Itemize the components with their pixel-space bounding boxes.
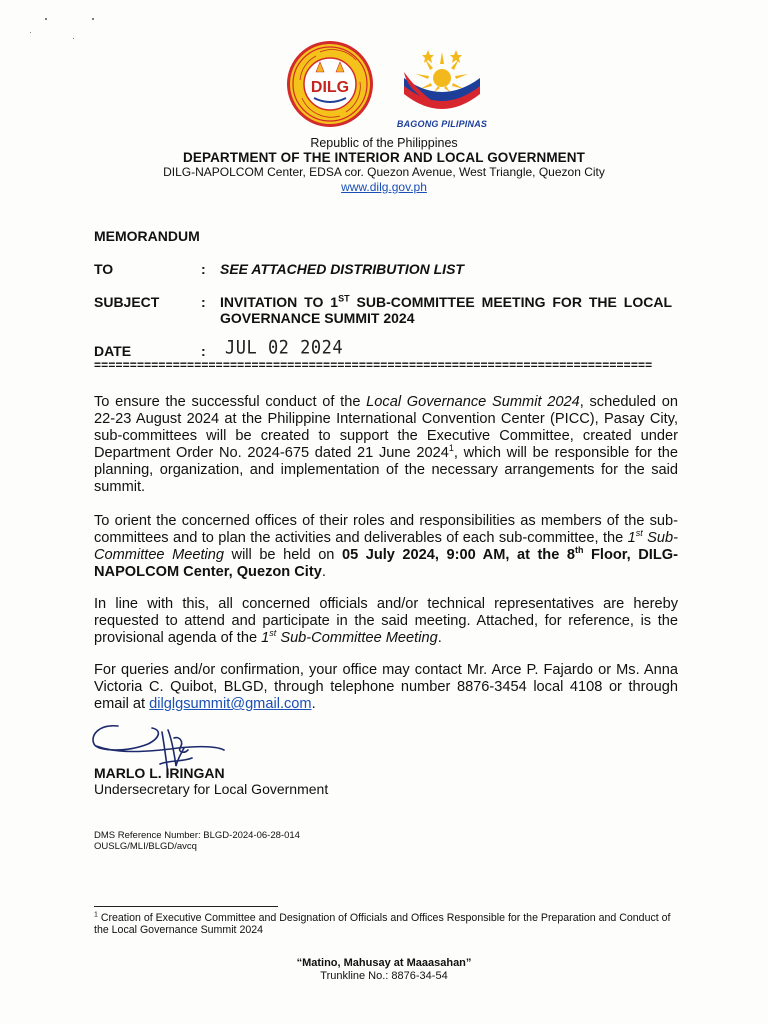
to-value: SEE ATTACHED DISTRIBUTION LIST (220, 261, 464, 277)
date-label: DATE (94, 343, 132, 359)
date-colon: : (201, 343, 206, 359)
dilg-seal-logo (286, 40, 374, 128)
header-separator: ============================================================================== (94, 358, 653, 372)
to-colon: : (201, 261, 206, 277)
p3-meeting-num: 1 (261, 630, 270, 646)
p4-text-c: . (311, 696, 316, 712)
p2-meeting-num: 1 (627, 530, 636, 546)
p3-meeting-name (261, 630, 438, 646)
p1-footnote-ref: 1 (448, 443, 454, 454)
footnote-divider (94, 906, 278, 907)
body-paragraph-2 (94, 513, 678, 581)
p2-text-f: . (321, 564, 326, 580)
document-references (94, 830, 300, 852)
dms-reference-number: DMS Reference Number: BLGD-2024-06-28-014 (94, 830, 300, 841)
p2-schedule-sup: th (574, 545, 584, 556)
subject-colon: : (201, 294, 206, 310)
letterhead-website-link[interactable]: www.dilg.gov.ph (341, 180, 427, 194)
p4-text-a: For queries and/or confirmation, your office may contact Mr. Arce P. Fajardo or Ms. Anna Victoria C. Quibot, BLGD, through telephone number 8876-3454 local 4108 or through email at (94, 662, 678, 712)
letterhead-republic: Republic of the Philippines (310, 136, 458, 150)
date-stamp: JUL 02 2024 (225, 337, 344, 359)
p2-meeting-rest: Sub-Committee Meeting (94, 530, 678, 563)
signatory-name: MARLO L. IRINGAN (94, 765, 225, 781)
office-initials: OUSLG/MLI/BLGD/avcq (94, 841, 197, 852)
p1-summit-name: Local Governance Summit 2024 (366, 394, 580, 410)
subject-sup: ST (338, 293, 350, 304)
letterhead-address: DILG-NAPOLCOM Center, EDSA cor. Quezon Avenue, West Triangle, Quezon City (163, 165, 605, 179)
contact-email-link[interactable]: dilglgsummit@gmail.com (149, 696, 312, 712)
body-paragraph-4 (94, 662, 678, 713)
subject-suffix: SUB-COMMITTEE MEETING FOR THE LOCAL GOVERNANCE SUMMIT 2024 (220, 294, 672, 326)
scan-speck (92, 18, 94, 20)
to-label: TO (94, 261, 114, 277)
p1-text-d: , which will be responsible for the planning, organization, and implementation of the necessary arrangements for the said summit. (94, 445, 678, 495)
subject-label: SUBJECT (94, 294, 160, 310)
p2-text-a: To orient the concerned offices of their roles and responsibilities as members of the sub-committees and to plan the activities and deliverables of each sub-committee, the (94, 513, 678, 546)
footer-motto: “Matino, Mahusay at Maaasahan” (296, 957, 472, 969)
subject-value (220, 294, 672, 326)
p2-schedule-a: 05 July 2024, 9:00 AM, at the 8 (341, 547, 575, 563)
p3-text-a: In line with this, all concerned officials and/or technical representatives are hereby requested to attend and participate in the said meeting. Attached, for reference, is the provisional agenda of the (94, 596, 678, 646)
footnote-text: Creation of Executive Committee and Designation of Officials and Offices Responsible for the Preparation and Conduct of the Local Governance Summit 2024 (94, 912, 671, 936)
p2-schedule-b: Floor, DILG-NAPOLCOM Center, Quezon City (94, 547, 678, 580)
p2-meeting-sup: st (635, 528, 643, 539)
footnote (94, 912, 682, 936)
memo-title: MEMORANDUM (94, 228, 200, 244)
footer-trunkline: Trunkline No.: 8876-34-54 (320, 970, 448, 982)
scan-speck (73, 38, 74, 39)
p3-meeting-sup: st (269, 628, 277, 639)
dilg-logo-text: DILG (310, 79, 350, 96)
p3-text-c: . (437, 630, 442, 646)
p1-text-c: , scheduled on 22-23 August 2024 at the Philippine International Convention Center (PICC), Pasay City, sub-committees will be created to support the Executive Committee, created under Department Order No. 2024-675 dated 21 June 2024 (94, 394, 678, 461)
footnote-number: 1 (94, 911, 98, 919)
p1-text-a: To ensure the successful conduct of the (94, 394, 367, 410)
bagong-pilipinas-logo (398, 48, 486, 122)
body-paragraph-1 (94, 394, 678, 496)
subject-prefix: INVITATION TO 1 (220, 294, 339, 310)
scan-speck (30, 32, 31, 33)
letterhead-department: DEPARTMENT OF THE INTERIOR AND LOCAL GOVERNMENT (183, 150, 585, 165)
p2-text-c: will be held on (224, 547, 342, 563)
p3-meeting-rest: Sub-Committee Meeting (276, 630, 438, 646)
scan-speck (45, 18, 47, 20)
bagong-pilipinas-label: BAGONG PILIPINAS (396, 119, 488, 129)
body-paragraph-3 (94, 596, 678, 647)
signatory-title: Undersecretary for Local Government (94, 781, 329, 797)
